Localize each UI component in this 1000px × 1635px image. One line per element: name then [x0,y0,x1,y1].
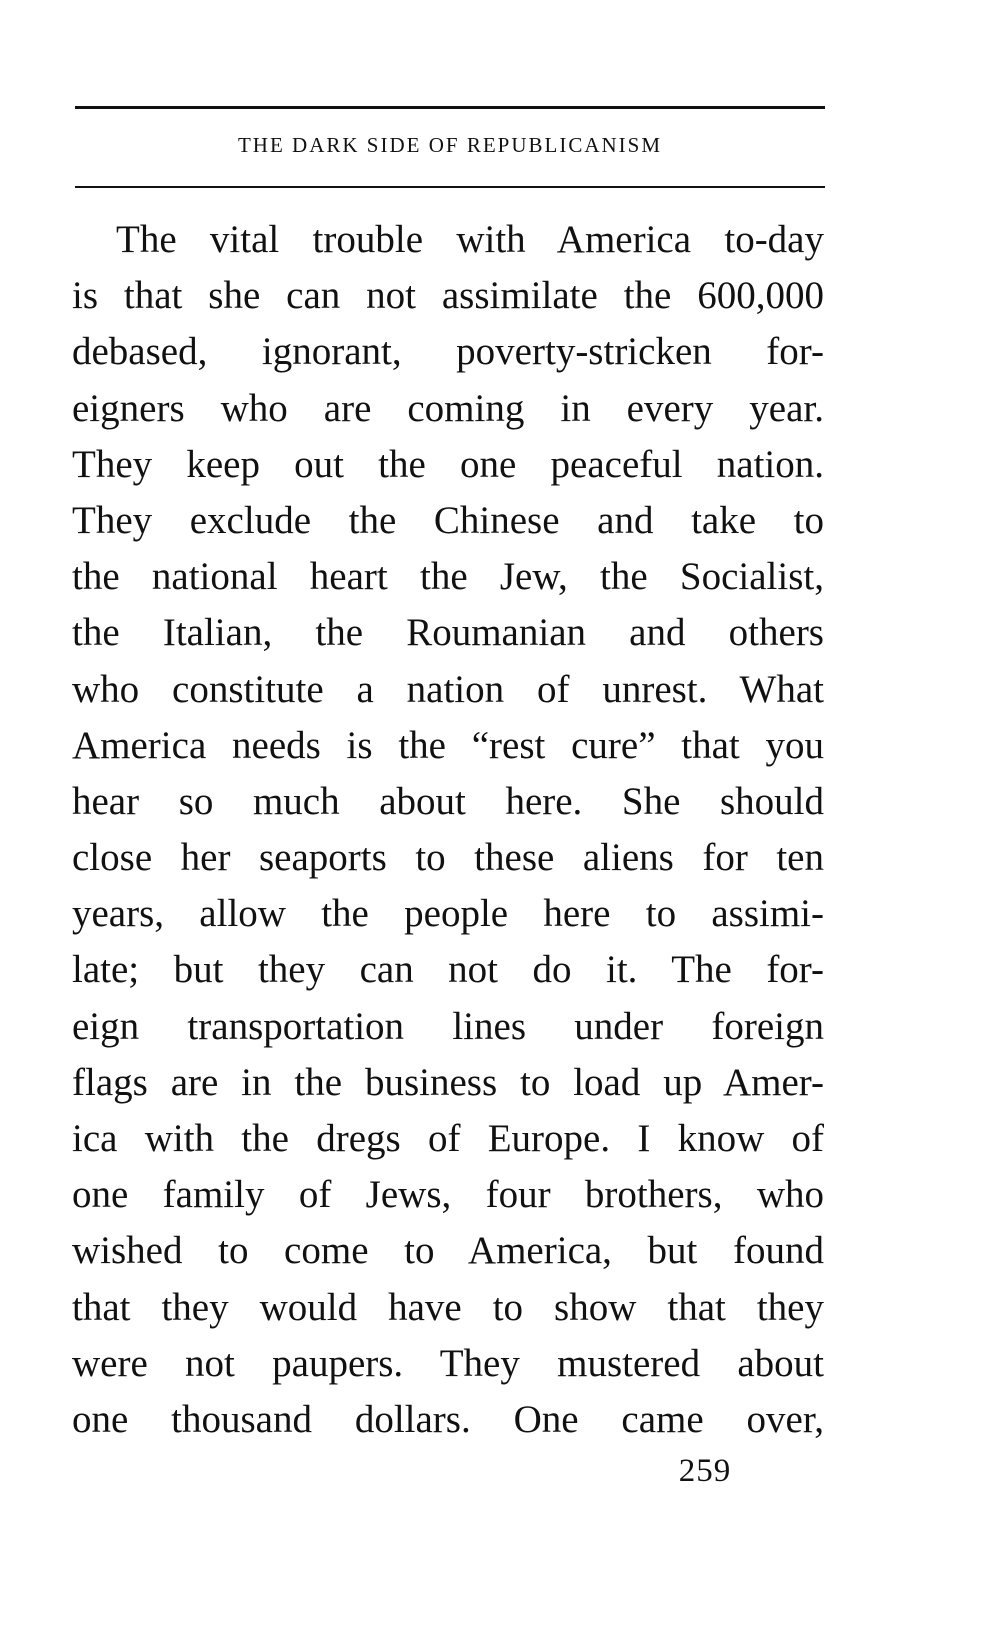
text-line: one family of Jews, four brothers, who [72,1173,824,1217]
header-rule-top [75,106,825,109]
text-line: eigners who are coming in every year. [72,386,824,430]
header-rule-bottom [75,186,825,188]
text-line: wished to come to America, but found [72,1229,824,1273]
text-line: debased, ignorant, poverty-stricken for- [72,330,824,374]
running-head: THE DARK SIDE OF REPUBLICANISM [237,133,663,157]
text-line: is that she can not assimilate the 600,000 [72,274,824,318]
text-line: hear so much about here. She should [72,779,824,823]
text-line: were not paupers. They mustered about [72,1341,824,1385]
text-line: The vital trouble with America to-day [116,218,824,261]
text-line: the national heart the Jew, the Socialist, [72,555,824,599]
text-line: the Italian, the Roumanian and others [72,611,824,655]
text-line: that they would have to show that they [72,1285,824,1329]
text-line: flags are in the business to load up Amer- [72,1060,824,1104]
text-line: close her seaports to these aliens for ten [72,836,824,880]
text-line: one thousand dollars. One came over, [72,1397,824,1441]
text-line: America needs is the “rest cure” that you [72,723,824,767]
text-line: ica with the dregs of Europe. I know of [72,1117,824,1160]
text-line: They keep out the one peaceful nation. [72,442,824,486]
text-line: They exclude the Chinese and take to [72,498,824,542]
text-line: years, allow the people here to assimi- [72,892,824,936]
text-line: late; but they can not do it. The for- [72,948,824,992]
body-text [72,212,824,1448]
text-line: who constitute a nation of unrest. What [72,667,824,711]
page-number: 259 [678,1453,732,1489]
text-line: eign transportation lines under foreign [72,1004,824,1048]
